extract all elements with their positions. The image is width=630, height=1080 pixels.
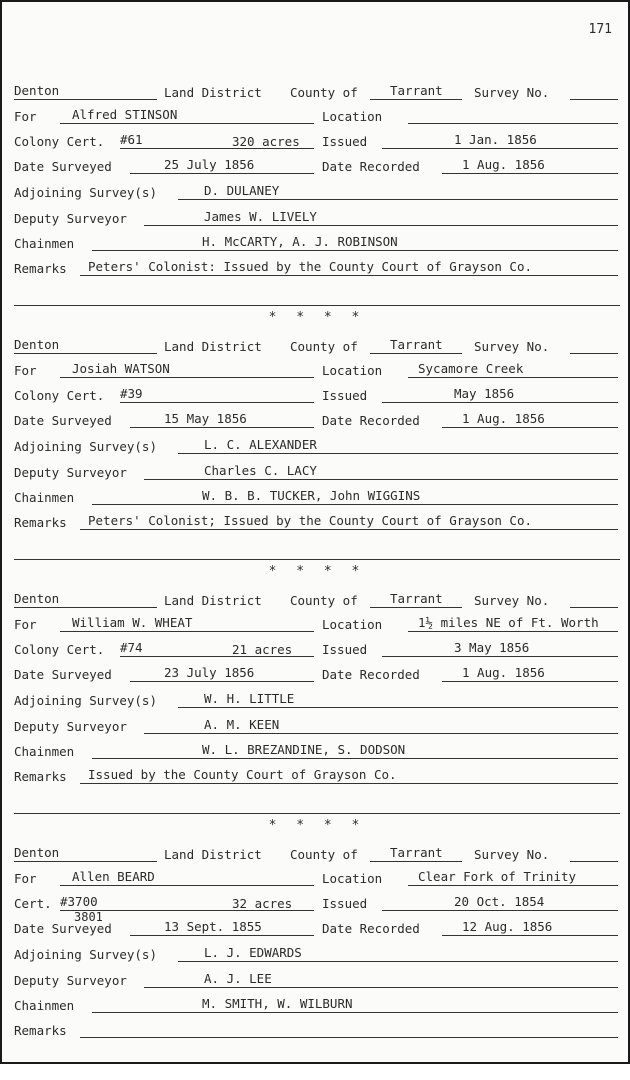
land-district-label: Land District [164, 593, 262, 608]
record-row [14, 106, 620, 126]
location-label: Location [322, 363, 383, 378]
date-surveyed-label: Date Surveyed [14, 921, 112, 936]
survey-no-label: Survey No. [474, 339, 550, 354]
cert-sub-value: 3801 [74, 910, 103, 924]
chainmen-label: Chainmen [14, 744, 75, 759]
record-row [14, 614, 620, 634]
deputy-surveyor-label: Deputy Surveyor [14, 465, 127, 480]
district-field-value: Denton [14, 591, 60, 606]
issued-label: Issued [322, 896, 368, 911]
chainmen-field [92, 487, 618, 505]
date-surveyed-label: Date Surveyed [14, 413, 112, 428]
date-recorded-label: Date Recorded [322, 921, 420, 936]
county-field-value: Tarrant [390, 845, 443, 860]
record-row [14, 233, 620, 253]
remarks-continuation-line [14, 559, 620, 560]
adjoining-field-value: D. DULANEY [204, 183, 280, 198]
location-label: Location [322, 871, 383, 886]
deputy-surveyor-field [144, 462, 618, 480]
remarks-continuation-line [14, 305, 620, 306]
district-field [14, 82, 157, 100]
for-field-value: Alfred STINSON [72, 107, 178, 122]
district-field-value: Denton [14, 337, 60, 352]
for-field-value: Allen BEARD [72, 869, 155, 884]
county-of-label: County of [290, 85, 358, 100]
county-field-value: Tarrant [390, 591, 443, 606]
for-field [60, 360, 314, 378]
for-label: For [14, 109, 37, 124]
deputy-surveyor-label: Deputy Surveyor [14, 211, 127, 226]
issued-field-value: 20 Oct. 1854 [454, 894, 545, 909]
record-row [14, 639, 620, 659]
remarks-field-value: Peters' Colonist: Issued by the County Court of Grayson Co. [88, 259, 533, 274]
deputy-surveyor-field-value: A. J. LEE [204, 971, 272, 986]
issued-label: Issued [322, 642, 368, 657]
cert-number-field-value: #39 [120, 386, 143, 401]
district-field-value: Denton [14, 83, 60, 98]
record-row [14, 868, 620, 888]
chainmen-label: Chainmen [14, 998, 75, 1013]
for-label: For [14, 871, 37, 886]
record-row [14, 286, 620, 306]
land-district-label: Land District [164, 85, 262, 100]
date-recorded-field [442, 410, 618, 428]
issued-field-value: 3 May 1856 [454, 640, 530, 655]
survey-record [2, 586, 630, 826]
deputy-surveyor-label: Deputy Surveyor [14, 719, 127, 734]
cert-number-field-value: #3700 [60, 894, 98, 909]
survey-record [2, 332, 630, 572]
record-row [14, 741, 620, 761]
district-field [14, 844, 157, 862]
location-field-value: 1½ miles NE of Ft. Worth [418, 615, 599, 630]
date-recorded-label: Date Recorded [322, 159, 420, 174]
chainmen-label: Chainmen [14, 236, 75, 251]
acres-value: 21 acres [232, 642, 293, 657]
survey-no-field [570, 336, 618, 354]
record-row [14, 970, 620, 990]
cert-label: Colony Cert. [14, 134, 105, 149]
record-row [14, 436, 620, 456]
location-label: Location [322, 617, 383, 632]
acres-value: 320 acres [232, 134, 300, 149]
location-field [408, 614, 618, 632]
chainmen-field [92, 995, 618, 1013]
date-recorded-label: Date Recorded [322, 413, 420, 428]
cert-label: Colony Cert. [14, 388, 105, 403]
deputy-surveyor-field [144, 970, 618, 988]
survey-no-label: Survey No. [474, 847, 550, 862]
date-recorded-label: Date Recorded [322, 667, 420, 682]
issued-label: Issued [322, 388, 368, 403]
date-surveyed-field [130, 410, 314, 428]
district-field [14, 336, 157, 354]
record-row [14, 410, 620, 430]
date-recorded-field-value: 1 Aug. 1856 [462, 665, 545, 680]
record-row [14, 1020, 620, 1040]
date-recorded-field-value: 1 Aug. 1856 [462, 157, 545, 172]
adjoining-field [178, 436, 618, 454]
page-number: 171 [588, 22, 612, 37]
cert-number-field-value: #61 [120, 132, 143, 147]
location-field [408, 868, 618, 886]
land-district-label: Land District [164, 847, 262, 862]
issued-field-value: 1 Jan. 1856 [454, 132, 537, 147]
date-surveyed-field-value: 15 May 1856 [164, 411, 247, 426]
chainmen-field [92, 741, 618, 759]
remarks-field [80, 512, 618, 530]
date-recorded-field-value: 1 Aug. 1856 [462, 411, 545, 426]
record-row [14, 462, 620, 482]
location-field [408, 106, 618, 124]
county-field [370, 82, 462, 100]
record-row [14, 156, 620, 176]
issued-field [382, 131, 618, 149]
date-surveyed-field-value: 25 July 1856 [164, 157, 255, 172]
date-surveyed-label: Date Surveyed [14, 667, 112, 682]
remarks-label: Remarks [14, 769, 67, 784]
date-surveyed-label: Date Surveyed [14, 159, 112, 174]
record-separator: * * * * [268, 818, 366, 833]
remarks-field [80, 258, 618, 276]
adjoining-field-value: L. J. EDWARDS [204, 945, 302, 960]
chainmen-field-value: W. B. B. TUCKER, John WIGGINS [202, 488, 421, 503]
survey-no-label: Survey No. [474, 593, 550, 608]
location-field [408, 360, 618, 378]
district-field [14, 590, 157, 608]
cert-label: Cert. [14, 896, 52, 911]
district-field-value: Denton [14, 845, 60, 860]
record-row [14, 844, 620, 864]
record-row [14, 664, 620, 684]
for-label: For [14, 363, 37, 378]
deputy-surveyor-field [144, 208, 618, 226]
date-surveyed-field [130, 918, 314, 936]
survey-record [2, 78, 630, 318]
location-label: Location [322, 109, 383, 124]
remarks-label: Remarks [14, 515, 67, 530]
adjoining-field-value: W. H. LITTLE [204, 691, 295, 706]
adjoining-label: Adjoining Survey(s) [14, 439, 157, 454]
record-row [14, 590, 620, 610]
survey-record [2, 840, 630, 1080]
county-field [370, 336, 462, 354]
date-recorded-field-value: 12 Aug. 1856 [462, 919, 553, 934]
survey-no-label: Survey No. [474, 85, 550, 100]
for-field-value: William W. WHEAT [72, 615, 193, 630]
county-of-label: County of [290, 339, 358, 354]
record-row [14, 131, 620, 151]
for-label: For [14, 617, 37, 632]
date-recorded-field [442, 918, 618, 936]
for-field [60, 614, 314, 632]
deputy-surveyor-field-value: Charles C. LACY [204, 463, 317, 478]
deputy-surveyor-field [144, 716, 618, 734]
deputy-surveyor-field-value: James W. LIVELY [204, 209, 317, 224]
date-surveyed-field-value: 23 July 1856 [164, 665, 255, 680]
issued-field-value: May 1856 [454, 386, 515, 401]
record-row [14, 893, 620, 924]
record-row [14, 944, 620, 964]
for-field-value: Josiah WATSON [72, 361, 170, 376]
record-row [14, 360, 620, 380]
record-row [14, 258, 620, 278]
date-surveyed-field [130, 156, 314, 174]
date-recorded-field [442, 156, 618, 174]
issued-field [382, 385, 618, 403]
record-row [14, 766, 620, 786]
deputy-surveyor-label: Deputy Surveyor [14, 973, 127, 988]
record-row [14, 716, 620, 736]
record-separator: * * * * [268, 310, 366, 325]
issued-field [382, 639, 618, 657]
cert-number-field-value: #74 [120, 640, 143, 655]
chainmen-field-value: H. McCARTY, A. J. ROBINSON [202, 234, 398, 249]
county-field [370, 590, 462, 608]
deputy-surveyor-field-value: A. M. KEEN [204, 717, 280, 732]
date-surveyed-field [130, 664, 314, 682]
county-field-value: Tarrant [390, 83, 443, 98]
cert-number-field [120, 385, 314, 403]
chainmen-field-value: W. L. BREZANDINE, S. DODSON [202, 742, 406, 757]
adjoining-label: Adjoining Survey(s) [14, 947, 157, 962]
for-field [60, 868, 314, 886]
cert-label: Colony Cert. [14, 642, 105, 657]
record-row [14, 336, 620, 356]
adjoining-field [178, 944, 618, 962]
record-row [14, 690, 620, 710]
remarks-continuation-line [14, 813, 620, 814]
remarks-field-value: Peters' Colonist; Issued by the County Court of Grayson Co. [88, 513, 533, 528]
chainmen-field-value: M. SMITH, W. WILBURN [202, 996, 353, 1011]
remarks-field [80, 766, 618, 784]
remarks-field-value: Issued by the County Court of Grayson Co. [88, 767, 397, 782]
chainmen-field [92, 233, 618, 251]
record-row [14, 82, 620, 102]
acres-value: 32 acres [232, 896, 293, 911]
record-row [14, 512, 620, 532]
for-field [60, 106, 314, 124]
remarks-label: Remarks [14, 1023, 67, 1038]
county-of-label: County of [290, 593, 358, 608]
location-field-value: Sycamore Creek [418, 361, 524, 376]
issued-field [382, 893, 618, 911]
adjoining-field-value: L. C. ALEXANDER [204, 437, 317, 452]
chainmen-label: Chainmen [14, 490, 75, 505]
record-row [14, 995, 620, 1015]
adjoining-label: Adjoining Survey(s) [14, 185, 157, 200]
date-surveyed-field-value: 13 Sept. 1855 [164, 919, 262, 934]
record-row [14, 794, 620, 814]
county-field-value: Tarrant [390, 337, 443, 352]
record-row [14, 918, 620, 938]
survey-no-field [570, 844, 618, 862]
record-row [14, 208, 620, 228]
record-row [14, 487, 620, 507]
county-field [370, 844, 462, 862]
survey-no-field [570, 82, 618, 100]
adjoining-label: Adjoining Survey(s) [14, 693, 157, 708]
date-recorded-field [442, 664, 618, 682]
location-field-value: Clear Fork of Trinity [418, 869, 577, 884]
remarks-field [80, 1020, 618, 1038]
survey-no-field [570, 590, 618, 608]
record-row [14, 182, 620, 202]
adjoining-field [178, 182, 618, 200]
issued-label: Issued [322, 134, 368, 149]
remarks-label: Remarks [14, 261, 67, 276]
land-district-label: Land District [164, 339, 262, 354]
adjoining-field [178, 690, 618, 708]
county-of-label: County of [290, 847, 358, 862]
record-row [14, 540, 620, 560]
record-row [14, 385, 620, 405]
record-separator: * * * * [268, 564, 366, 579]
